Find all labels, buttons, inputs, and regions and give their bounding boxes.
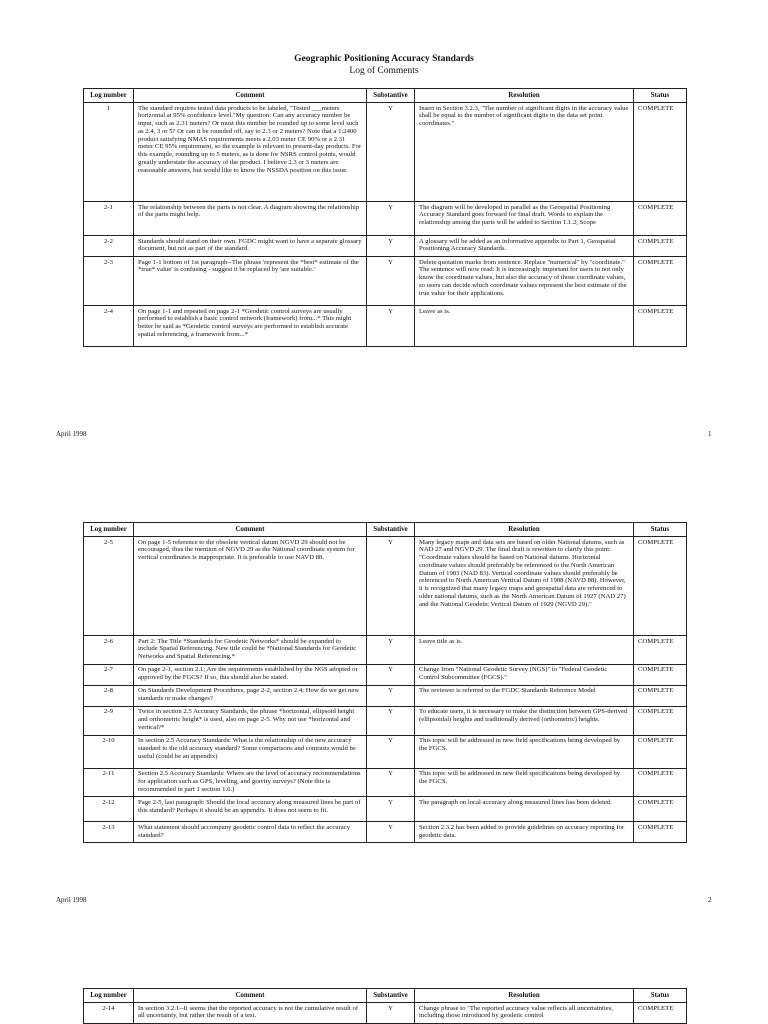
resolution-cell: Delete quotation marks from sentence. Replace "numerical" by "coordinate." The sentence will now read: It is increasingly important for users to not only know the coordinate values, but also the accuracy of those coordinate values, so users can decide which coordinate values represent the best estimate of the true value for their applications. — [415, 257, 634, 306]
substantive-cell: Y — [367, 706, 415, 735]
header-substantive: Substantive — [367, 989, 415, 1003]
log-number: 2-1 — [84, 202, 134, 236]
log-number: 1 — [84, 103, 134, 202]
status-cell: COMPLETE — [634, 735, 687, 768]
header-comment: Comment — [134, 989, 367, 1003]
comment-cell: In section 3.2.1--It seems that the reported accuracy is not the cumulative result of all uncertainty, but rather the result of a test. — [134, 1003, 367, 1024]
resolution-cell: Change phrase to "The reported accuracy value reflects all uncertainties, including those introduced by geodetic control — [415, 1003, 634, 1024]
table-row — [84, 685, 687, 706]
table-row — [84, 537, 687, 636]
substantive-cell: Y — [367, 202, 415, 236]
log-number: 2-2 — [84, 236, 134, 257]
log-number: 2-7 — [84, 664, 134, 685]
header-resolution: Resolution — [415, 89, 634, 103]
resolution-cell: The reviewer is referred to the FGDC Standards Reference Model — [415, 685, 634, 706]
comment-cell: On page 1-5 reference to the obsolete vertical datum NGVD 29 should not be encouraged, thus the mention of NGVD 29 as the National coordinate system for vertical coordinates is inappropriate. It is preferable to use NAVD 88. — [134, 537, 367, 636]
substantive-cell: Y — [367, 797, 415, 822]
table-row — [84, 636, 687, 665]
log-number: 2-9 — [84, 706, 134, 735]
comment-cell: Standards should stand on their own. FGDC might want to have a separate glossary document, but not as part of the standard. — [134, 236, 367, 257]
resolution-cell: Section 2.3.2 has been added to provide guidelines on accuracy reporting for geodetic data. — [415, 822, 634, 843]
substantive-cell: Y — [367, 537, 415, 636]
comment-cell: On page 2-1, section 2.1; Are the requirements established by the NGS adopted or approved by the FGCS? If so, this should also be stated. — [134, 664, 367, 685]
header-resolution: Resolution — [415, 523, 634, 537]
comment-cell: Section 2.5 Accuracy Standards: Where are the level of accuracy recommendations for application such as GPS, leveling, and gravity surveys? (Note this is recommended in part 1 section 1.6.) — [134, 768, 367, 797]
table-header-row — [84, 989, 687, 1003]
log-number: 2-8 — [84, 685, 134, 706]
header-substantive: Substantive — [367, 89, 415, 103]
header-comment: Comment — [134, 523, 367, 537]
status-cell: COMPLETE — [634, 1003, 687, 1024]
substantive-cell: Y — [367, 636, 415, 665]
status-cell: COMPLETE — [634, 664, 687, 685]
table-row — [84, 236, 687, 257]
resolution-cell: To educate users, it is necessary to make the distinction between GPS-derived (ellipsoidal) heights and traditionally derived (orthometric) heights. — [415, 706, 634, 735]
substantive-cell: Y — [367, 306, 415, 347]
status-cell: COMPLETE — [634, 636, 687, 665]
header-status: Status — [634, 523, 687, 537]
header-log-number: Log number — [84, 989, 134, 1003]
document-subtitle: Log of Comments — [349, 66, 419, 76]
resolution-cell: Insert in Section 3.2.3, "The number of significant digits in the accuracy value shall be equal to the number of significant digits in the data set point coordinates." — [415, 103, 634, 202]
comments-table-page-2 — [83, 522, 687, 843]
table-header-row — [84, 523, 687, 537]
status-cell: COMPLETE — [634, 706, 687, 735]
footer-page-number: 1 — [708, 430, 712, 438]
substantive-cell: Y — [367, 236, 415, 257]
comment-cell: On Standards Development Procedures, page 2-2, section 2.4; How do we get new standards or make changes? — [134, 685, 367, 706]
header-log-number: Log number — [84, 523, 134, 537]
table-row — [84, 103, 687, 202]
status-cell: COMPLETE — [634, 537, 687, 636]
table-row — [84, 202, 687, 236]
table-row — [84, 664, 687, 685]
comments-table-page-1 — [83, 88, 687, 347]
resolution-cell: Change from "National Geodetic Survey (NGS)" to "Federal Geodetic Control Subcommittee (FGCS)." — [415, 664, 634, 685]
status-cell: COMPLETE — [634, 236, 687, 257]
header-status: Status — [634, 89, 687, 103]
footer-date: April 1998 — [56, 430, 87, 438]
comment-cell: Page 1-1 bottom of 1st paragraph--The phrase 'represent the *best* estimate of the *true* value' is confusing - suggest it be replaced by 'are suitable.' — [134, 257, 367, 306]
status-cell: COMPLETE — [634, 257, 687, 306]
comment-cell: In section 2.5 Accuracy Standards: What is the relationship of the new accuracy standard to the old accuracy standard? Some comparisons and contrasts would be useful (could be an appendix) — [134, 735, 367, 768]
table-row — [84, 797, 687, 822]
resolution-cell: Many legacy maps and data sets are based on older National datums, such as NAD 27 and NGVD 29. The final draft is rewritten to clarify this point: "Coordinate values should be based on National datums. Horizontal coordinate values should preferably be referenced to the North American Datum of 1983 (NAD 83). Vertical coordinate values should preferably be referenced to North American Vertical Datum of 1988 (NAVD 88). However, it is recognized that many legacy maps and geospatial data are referenced to older national datums, such as the North American Datum of 1927 (NAD 27) and the National Geodetic Vertical Datum of 1929 (NGVD 29)." — [415, 537, 634, 636]
table-row — [84, 706, 687, 735]
table-row — [84, 735, 687, 768]
resolution-cell: Leave as is. — [415, 306, 634, 347]
comment-cell: What statement should accompany geodetic control data to reflect the accuracy standard? — [134, 822, 367, 843]
status-cell: COMPLETE — [634, 822, 687, 843]
substantive-cell: Y — [367, 735, 415, 768]
log-number: 2-10 — [84, 735, 134, 768]
substantive-cell: Y — [367, 822, 415, 843]
log-number: 2-6 — [84, 636, 134, 665]
table-row — [84, 1003, 687, 1024]
status-cell: COMPLETE — [634, 103, 687, 202]
status-cell: COMPLETE — [634, 768, 687, 797]
substantive-cell: Y — [367, 103, 415, 202]
log-number: 2-4 — [84, 306, 134, 347]
status-cell: COMPLETE — [634, 306, 687, 347]
comment-cell: Page 2-5, last paragraph: Should the local accuracy along measured lines be part of this standard? Perhaps it should be an appendix. It does not seem to fit. — [134, 797, 367, 822]
substantive-cell: Y — [367, 768, 415, 797]
comment-cell: On page 1-1 and repeated on page 2-1 *Geodetic control surveys are usually performed to establish a basic control network (framework) from...* This might better be said as *Geodetic control surveys are performed to establish accurate spatial referencing, a framework from...* — [134, 306, 367, 347]
table-header-row — [84, 89, 687, 103]
resolution-cell: The diagram will be developed in parallel as the Geospatial Positioning Accuracy Standard goes forward for final draft. Words to explain the relationship among the parts will be added to Section 1.1.2, Scope — [415, 202, 634, 236]
status-cell: COMPLETE — [634, 685, 687, 706]
resolution-cell: Leave title as is. — [415, 636, 634, 665]
substantive-cell: Y — [367, 685, 415, 706]
resolution-cell: A glossary will be added as an informative appendix to Part 1, Geospatial Positioning Accuracy Standards. — [415, 236, 634, 257]
comment-cell: The standard requires tested data products to be labeled, "Tested ___meters horizontal at 95% confidence level."My question: Can any accuracy number be input, such as 2.31 meters? Or must this number be rounded up to some level such as 2.4, 3 or 5? Or can it be rounded off, say to 2.3 or 2 meters? Note that a 1:2400 product satisfying NMAS requirements meets a 2.03 meter CE 90% or a 2.31 meter CE 95% requirement, so the example is relevant to present-day products. For this example, rounding up to 5 meters, as is done for NSRS control points, would greatly understate the accuracy of the product. I believe 2.3 or 3 meters are reasonable answers, but would like to know the NSSDA position on this issue. — [134, 103, 367, 202]
header-comment: Comment — [134, 89, 367, 103]
document-title: Geographic Positioning Accuracy Standards — [294, 54, 474, 64]
substantive-cell: Y — [367, 664, 415, 685]
log-number: 2-11 — [84, 768, 134, 797]
comments-table-page-3 — [83, 988, 687, 1024]
substantive-cell: Y — [367, 257, 415, 306]
resolution-cell: This topic will be addressed in new field specifications being developed by the FGCS. — [415, 768, 634, 797]
log-number: 2-5 — [84, 537, 134, 636]
comment-cell: Twice in section 2.5 Accuracy Standards, the phrase *horizontal, ellipsoid height and orthometric height* is used, also on page 2-5. Why not use *horizontal and vertical?* — [134, 706, 367, 735]
log-number: 2-12 — [84, 797, 134, 822]
header-status: Status — [634, 989, 687, 1003]
resolution-cell: The paragraph on local accuracy along measured lines has been deleted. — [415, 797, 634, 822]
log-number: 2-13 — [84, 822, 134, 843]
table-row — [84, 822, 687, 843]
log-number: 2-14 — [84, 1003, 134, 1024]
table-row — [84, 768, 687, 797]
comment-cell: The relationship between the parts is not clear. A diagram showing the relationship of the parts might help. — [134, 202, 367, 236]
header-substantive: Substantive — [367, 523, 415, 537]
footer-date: April 1998 — [56, 896, 87, 904]
header-resolution: Resolution — [415, 989, 634, 1003]
status-cell: COMPLETE — [634, 202, 687, 236]
comment-cell: Part 2: The Title *Standards for Geodetic Networks* should be expanded to include Spatial Referencing. New title could be *National Standards for Geodetic Networks and Spatial Referencing.* — [134, 636, 367, 665]
log-number: 2-3 — [84, 257, 134, 306]
header-log-number: Log number — [84, 89, 134, 103]
resolution-cell: This topic will be addressed in new field specifications being developed by the FGCS. — [415, 735, 634, 768]
footer-page-number: 2 — [708, 896, 712, 904]
table-row — [84, 306, 687, 347]
substantive-cell: Y — [367, 1003, 415, 1024]
table-row — [84, 257, 687, 306]
status-cell: COMPLETE — [634, 797, 687, 822]
